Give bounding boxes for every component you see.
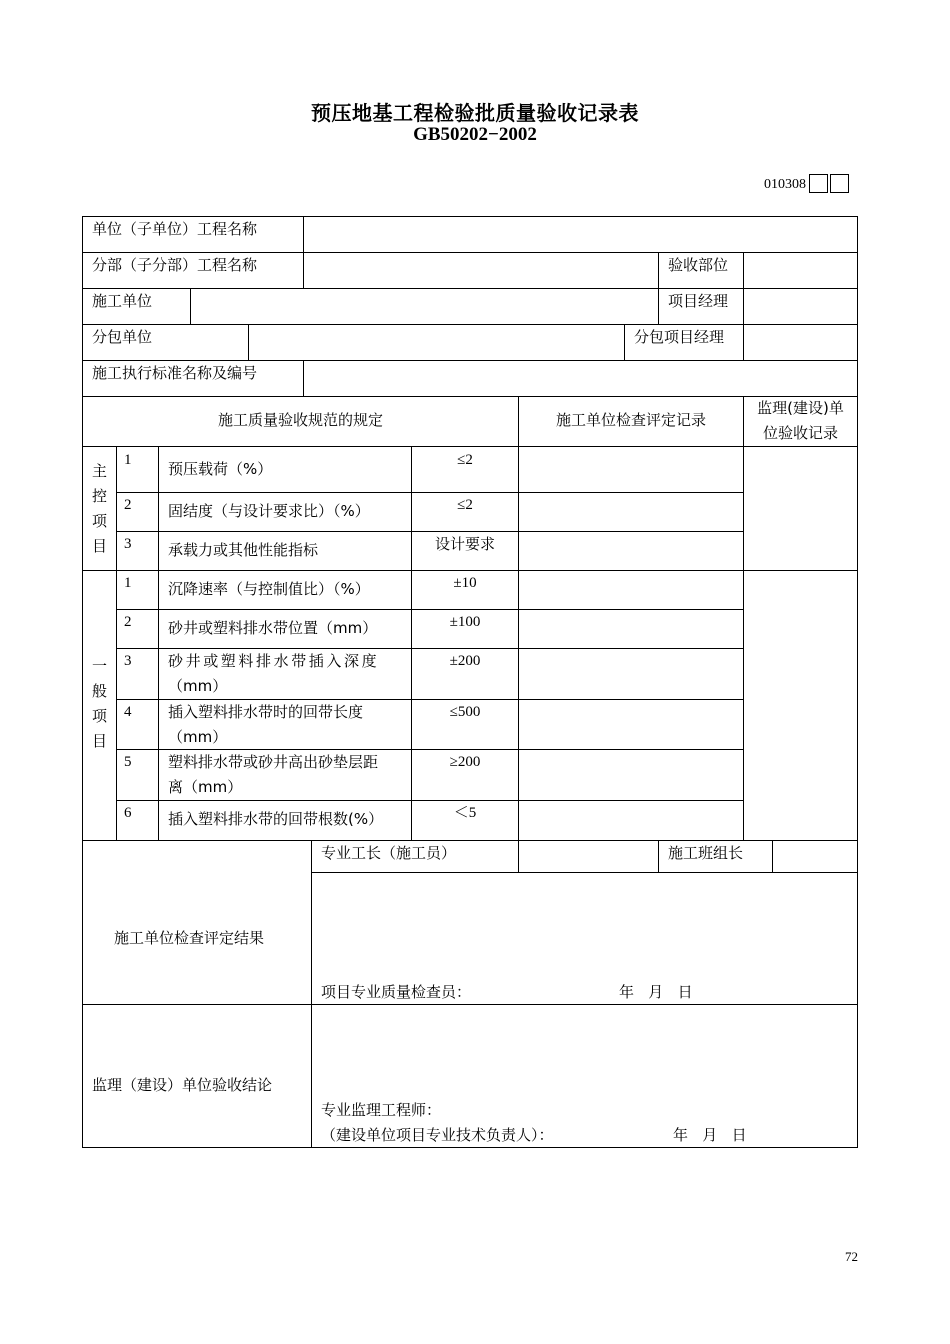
standard-code: GB50202−2002 xyxy=(413,124,537,145)
field-standard-name[interactable] xyxy=(305,362,856,395)
date-1: 年 月 日 xyxy=(619,983,693,1001)
general-items-label-2: 般 xyxy=(92,682,108,700)
main-items-label-1: 主 xyxy=(92,462,108,480)
header-supervisor-line1: 监理(建设)单 xyxy=(757,399,844,417)
general-row-4-value: ≤500 xyxy=(449,704,481,720)
header-check-record: 施工单位检查评定记录 xyxy=(555,411,706,429)
general-supervisor-record[interactable] xyxy=(745,572,856,839)
field-foreman[interactable] xyxy=(520,842,657,871)
general-row-3-no: 3 xyxy=(124,653,132,669)
field-check-result[interactable] xyxy=(313,874,856,974)
general-row-2-no: 2 xyxy=(124,614,132,630)
main-items-label-3: 项 xyxy=(92,512,108,530)
main-row-2-item: 固结度（与设计要求比）（%） xyxy=(168,502,370,520)
main-row-3-record[interactable] xyxy=(520,533,742,569)
main-row-1-item: 预压载荷（%） xyxy=(168,460,273,478)
main-row-3-item: 承载力或其他性能指标 xyxy=(168,541,319,559)
general-row-5-no: 5 xyxy=(124,754,132,770)
general-row-5-value: ≥200 xyxy=(449,754,481,770)
main-items-label-2: 控 xyxy=(92,487,108,505)
field-sub-project-name[interactable] xyxy=(305,254,657,287)
field-acceptance-part[interactable] xyxy=(745,254,856,287)
date-2: 年 月 日 xyxy=(673,1126,747,1144)
main-items-label-4: 目 xyxy=(92,537,108,555)
label-team-leader: 施工班组长 xyxy=(668,844,744,862)
main-row-2-record[interactable] xyxy=(520,494,742,530)
main-supervisor-record[interactable] xyxy=(745,448,856,569)
label-unit-project-name: 单位（子单位）工程名称 xyxy=(92,220,258,238)
general-row-4-record[interactable] xyxy=(520,701,742,748)
general-row-1-record[interactable] xyxy=(520,572,742,608)
page-number: 72 xyxy=(845,1249,858,1264)
label-supervision-engineer: 专业监理工程师： xyxy=(321,1101,442,1119)
general-row-4-no: 4 xyxy=(124,704,132,720)
field-unit-project-name[interactable] xyxy=(305,218,856,251)
label-check-result: 施工单位检查评定结果 xyxy=(114,929,265,947)
general-items-label-4: 目 xyxy=(92,732,108,750)
main-row-1-no: 1 xyxy=(124,452,132,468)
field-construction-unit[interactable] xyxy=(192,290,657,323)
field-supervision-conclusion[interactable] xyxy=(313,1006,856,1096)
general-row-2-record[interactable] xyxy=(520,611,742,647)
main-row-3-no: 3 xyxy=(124,536,132,552)
general-row-4-item-line1: 插入塑料排水带时的回带长度 xyxy=(168,703,364,721)
label-owner-tech-lead: （建设单位项目专业技术负责人）： xyxy=(321,1126,554,1144)
general-row-5-record[interactable] xyxy=(520,751,742,799)
general-row-5-item-line1: 塑料排水带或砂井高出砂垫层距 xyxy=(168,753,379,771)
field-subcontract-manager[interactable] xyxy=(745,326,856,359)
main-row-1-record[interactable] xyxy=(520,448,742,491)
general-row-6-item: 插入塑料排水带的回带根数(%） xyxy=(168,810,384,828)
general-row-3-item-line2: （mm） xyxy=(168,677,228,695)
general-items-label-3: 项 xyxy=(92,707,108,725)
general-row-4-item-line2: （mm） xyxy=(168,728,228,746)
label-sub-project-name: 分部（子分部）工程名称 xyxy=(92,256,258,274)
form-title: 预压地基工程检验批质量验收记录表 xyxy=(311,101,639,125)
general-row-5-item-line2: 离（mm） xyxy=(168,778,243,796)
main-row-2-value: ≤2 xyxy=(457,497,473,513)
general-row-6-value: ＜5 xyxy=(453,805,477,821)
label-acceptance-part: 验收部位 xyxy=(668,256,729,274)
general-row-6-record[interactable] xyxy=(520,802,742,839)
general-row-1-value: ±10 xyxy=(453,575,477,591)
main-row-2-no: 2 xyxy=(124,497,132,513)
label-construction-unit: 施工单位 xyxy=(92,292,153,310)
label-standard-name: 施工执行标准名称及编号 xyxy=(92,364,258,382)
field-subcontract-unit[interactable] xyxy=(250,326,623,359)
label-subcontract-unit: 分包单位 xyxy=(92,328,153,346)
main-row-3-value: 设计要求 xyxy=(434,535,495,553)
label-project-manager: 项目经理 xyxy=(668,292,729,310)
field-project-manager[interactable] xyxy=(745,290,856,323)
general-row-1-no: 1 xyxy=(124,575,132,591)
general-row-6-no: 6 xyxy=(124,805,132,821)
header-spec: 施工质量验收规范的规定 xyxy=(217,411,383,429)
form-code-number: 010308 xyxy=(764,177,806,192)
general-row-1-item: 沉降速率（与控制值比）（%） xyxy=(168,580,370,598)
label-foreman: 专业工长（施工员） xyxy=(321,844,457,862)
general-row-2-value: ±100 xyxy=(449,614,481,630)
field-team-leader[interactable] xyxy=(774,842,856,871)
header-supervisor-line2: 位验收记录 xyxy=(762,424,838,442)
general-row-3-value: ±200 xyxy=(449,653,481,669)
general-items-label-1: 一 xyxy=(92,657,108,675)
label-quality-inspector: 项目专业质量检查员： xyxy=(321,983,472,1001)
label-subcontract-manager: 分包项目经理 xyxy=(634,328,725,346)
general-row-2-item: 砂井或塑料排水带位置（mm） xyxy=(168,619,378,637)
main-row-1-value: ≤2 xyxy=(457,452,473,468)
general-row-3-record[interactable] xyxy=(520,650,742,698)
label-supervision-conclusion: 监理（建设）单位验收结论 xyxy=(92,1076,273,1094)
general-row-3-item-line1: 砂井或塑料排水带插入深度 xyxy=(168,652,380,670)
